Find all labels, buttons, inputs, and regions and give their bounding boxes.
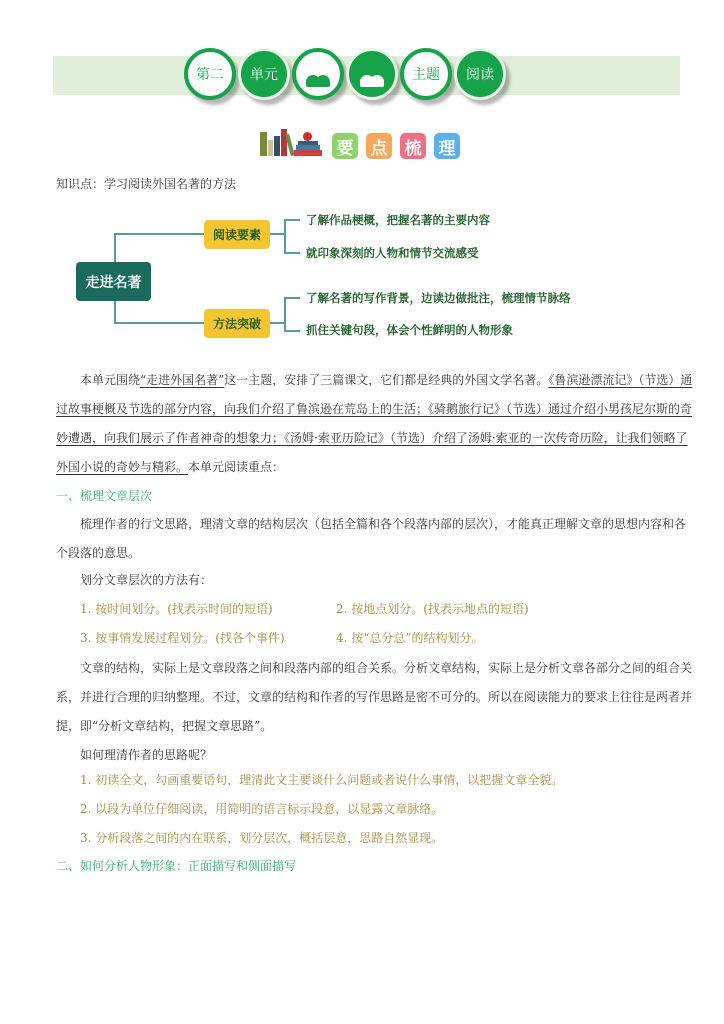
- intro-paragraph: [56, 366, 696, 482]
- connector: [114, 301, 116, 323]
- connector: [114, 322, 204, 324]
- method-item: 1. 按时间划分。(找表示时间的短语): [80, 602, 273, 616]
- section-heading-1: 一、梳理文章层次: [56, 489, 153, 503]
- connector: [284, 297, 286, 331]
- section-heading-2: 二、如何分析人物形象：正面描写和侧面描写: [56, 859, 297, 873]
- connector: [284, 330, 300, 332]
- tile-shu: 梳: [400, 133, 426, 159]
- methods-intro: 划分文章层次的方法有：: [80, 573, 213, 587]
- knowledge-point: 知识点：学习阅读外国名著的方法: [56, 177, 237, 191]
- circle-label: 第二: [196, 67, 224, 83]
- structure-paragraph: 文章的结构，实际上是文章段落之间和段落内部的组合关系。分析文章结构，实际上是分析文章各部分之间的组合关系，并进行合理的归纳整理。不过，文章的结构和作者的写作思路是密不可分的。所以在阅读能力的要求上往往是两者并提，即“分析文章结构，把握文章思路”。: [56, 661, 693, 733]
- mind-map: [76, 212, 616, 342]
- circle-label: 单元: [250, 67, 278, 83]
- connector: [284, 219, 286, 253]
- unit-title-circles: [184, 48, 506, 104]
- step-item: 3. 分析段落之间的内在联系，划分层次，概括层意，思路自然显现。: [80, 831, 444, 845]
- question-line: 如何理清作者的思路呢？: [80, 748, 213, 762]
- intro-underlined-theme: “走进外国名著”: [140, 373, 225, 387]
- mindmap-root: 走进名著: [76, 262, 151, 301]
- connector: [284, 252, 300, 254]
- circle-di-er: [184, 48, 236, 100]
- mindmap-branch-method: 方法突破: [204, 309, 270, 338]
- circle-label: 阅读: [466, 67, 494, 83]
- connector: [284, 219, 300, 221]
- connector: [270, 233, 284, 235]
- intro-text: 本单元围绕: [80, 373, 141, 387]
- tile-dian: 点: [366, 133, 392, 159]
- circle-bump-2: [346, 48, 398, 100]
- circle-yuedu: [454, 48, 506, 100]
- method-item: 4. 按“总分总”的结构划分。: [336, 631, 484, 645]
- circle-danyuan: [238, 48, 290, 100]
- mindmap-leaf: 了解名著的写作背景，边读边做批注，梳理情节脉络: [306, 291, 571, 305]
- mindmap-leaf: 抓住关键句段，体会个性鲜明的人物形象: [306, 323, 513, 337]
- section-title-yaodian-shuli: [258, 127, 460, 159]
- mindmap-leaf: 就印象深刻的人物和情节交流感受: [306, 246, 479, 260]
- connector: [270, 322, 284, 324]
- tile-li: 理: [434, 133, 460, 159]
- bump-icon: [360, 75, 384, 87]
- books-icon: [258, 127, 324, 159]
- section1-paragraph: 梳理作者的行文思路，理清文章的结构层次（包括全篇和各个段落内部的层次），才能真正理解文章的思想内容和各个段落的意思。: [56, 517, 687, 560]
- intro-underlined-texts: 《鲁滨逊漂流记》（节选）通过故事梗概及节选的部分内容，向我们介绍了鲁滨逊在荒岛上的生活；《骑鹅旅行记》（节选）通过介绍小男孩尼尔斯的奇妙遭遇，向我们展示了作者神奇的想象力；《汤姆·索亚历险记》（节选）介绍了汤姆·索亚的一次传奇历险，让我们领略了外国小说的奇妙与精彩。: [56, 373, 693, 474]
- connector: [114, 233, 116, 262]
- circle-zhuti: [400, 48, 452, 100]
- method-item: 3. 按事情发展过程划分。(找各个事件): [80, 631, 285, 645]
- step-item: 2. 以段为单位仔细阅读，用简明的语言标示段意，以显露文章脉络。: [80, 802, 444, 816]
- intro-text: 本单元阅读重点：: [188, 460, 285, 474]
- connector: [114, 233, 204, 235]
- connector: [284, 297, 300, 299]
- step-item: 1. 初读全文，勾画重要语句，理清此文主要谈什么问题或者说什么事情，以把握文章全貌。: [80, 773, 564, 787]
- intro-text: 这一主题，安排了三篇课文，它们都是经典的外国文学名著。: [224, 373, 549, 387]
- method-item: 2. 按地点划分。(找表示地点的短语): [336, 602, 529, 616]
- tile-yao: 要: [332, 133, 358, 159]
- circle-bump-1: [292, 48, 344, 100]
- bump-icon: [306, 75, 330, 87]
- mindmap-branch-reading-elements: 阅读要素: [204, 220, 270, 249]
- circle-label: 主题: [412, 67, 440, 83]
- mindmap-leaf: 了解作品梗概，把握名著的主要内容: [306, 213, 490, 227]
